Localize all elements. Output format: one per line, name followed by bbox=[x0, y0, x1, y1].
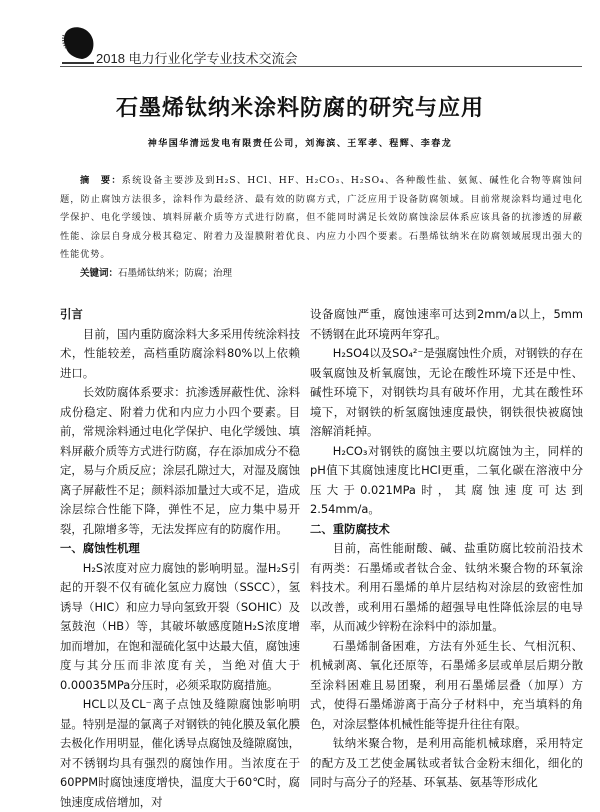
abstract-label: 摘 要： bbox=[80, 175, 122, 186]
conference-header: 2018 电力行业化学专业技术交流会 bbox=[96, 51, 298, 66]
paragraph: 长效防腐体系要求：抗渗透屏蔽性优、涂料成份稳定、附着力优和内应力小四个要素。目前，常规涂料通过电化学保护、电化学缓蚀、填料屏蔽介质等方式进行防腐，存在添加成分不稳定，易与介质反应；涂层孔隙过大，对湿及腐蚀离子屏蔽性不足；颜料添加量过大或不足，造成涂层综合性能下降，弹性不足，应力集中易开裂，孔隙增多等，无法发挥应有的防腐作用。 bbox=[60, 385, 300, 536]
paragraph: 目前，国内重防腐涂料大多采用传统涂料技术，性能较差，高档重防腐涂料80%以上依赖进口。 bbox=[60, 326, 300, 380]
abstract bbox=[60, 172, 583, 265]
paragraph: 目前，高性能耐酸、碱、盐重防腐比较前沿技术有两类：石墨烯或者钛合金、钛纳米聚合物的环氧涂料技术。利用石墨烯的单片层结构对涂层的致密性加以改善，或利用石墨烯的超强导电性降低涂层的电导率，从而减少锌粉在涂料中的添加量。 bbox=[310, 541, 583, 633]
heading-corrosion-mechanism: 一、腐蚀性机理 bbox=[60, 541, 140, 555]
keywords-label: 关键词： bbox=[80, 267, 119, 279]
paragraph: H₂S浓度对应力腐蚀的影响明显。湿H₂S引起的开裂不仅有硫化氢应力腐蚀（SSCC），氢诱导（HIC）和应力导向氢致开裂（SOHIC）及氢鼓泡（HB）等，其破坏敏感度随H₂S浓度增加而增加，在饱和湿硫化氢中达最大值，腐蚀速度与其分压而非浓度有关，当绝对值大于0.00035MPa分压时，必须采取防腐措施。 bbox=[60, 560, 300, 692]
header-rule bbox=[60, 66, 582, 67]
paragraph-continued: 设备腐蚀严重，腐蚀速率可达到2mm/a以上，5mm不锈钢在此环境两年穿孔。 bbox=[310, 307, 583, 341]
paper-body bbox=[60, 172, 583, 812]
right-column bbox=[310, 305, 583, 812]
authors: 神华国华清远发电有限责任公司，刘海滨、王军孝、程辉、李春龙 bbox=[147, 139, 453, 149]
paragraph: 石墨烯制备困难，方法有外延生长、气相沉积、机械剥离、氧化还原等，石墨烯多层或单层后期分散至涂料困难且易团聚，利用石墨烯层叠（加厚）方式，使得石墨烯游离于高分子材料中，充当填料的角色，对涂层整体机械性能等提升往往有限。 bbox=[310, 638, 583, 731]
body-columns bbox=[60, 305, 583, 812]
keywords bbox=[80, 265, 583, 284]
keywords-text: 石墨烯钛纳米；防腐；治理 bbox=[118, 267, 233, 279]
heading-introduction: 引言 bbox=[60, 307, 83, 321]
abstract-text: 系统设备主要涉及到H₂S、HCl、HF、H₂CO₃、H₂SO₄、各种酸性盐、氨氮、碱性化合物等腐蚀问题，防止腐蚀方法很多，涂料作为最经济、最有效的防腐方式，广泛应用于设备防腐领域。目前常规涂料均通过电化学保护、电化学缓蚀、填料屏蔽介质等方式进行防腐，但不能同时满足长效防腐蚀涂层体系应该具备的抗渗透的屏蔽性能、涂层自身成分极其稳定、附着力及湿膜附着优良、内应力小四个要素。石墨烯钛纳米在防腐领域展现出强大的性能优势。 bbox=[60, 175, 583, 260]
paragraph: H₂SO4以及SO₄²⁻是强腐蚀性介质，对钢铁的存在吸氧腐蚀及析氧腐蚀，无论在酸性环境下还是中性、碱性环境下，对钢铁均具有破坏作用，尤其在酸性环境下，对钢铁的析氢腐蚀速度最快，钢铁很快被腐蚀溶解消耗掉。 bbox=[310, 346, 583, 438]
paragraph: HCL以及CL⁻离子点蚀及缝隙腐蚀影响明显。特别是湿的氯离子对钢铁的钝化膜及氧化膜去极化作用明显，催化诱导点腐蚀及缝隙腐蚀，对不锈钢均具有强烈的腐蚀作用。当浓度在于60PPM时腐蚀速度增快，温度大于60℃时，腐蚀速度成倍增加，对 bbox=[60, 697, 300, 809]
heading-anticorrosion-tech: 二、重防腐技术 bbox=[310, 521, 390, 536]
paragraph: H₂CO₃对钢铁的腐蚀主要以坑腐蚀为主，同样的pH值下其腐蚀速度比HCl更重，二氧化碳在溶液中分压大于0.021MPa时，其腐蚀速度可达到2.54mm/a。 bbox=[310, 443, 583, 516]
left-column bbox=[60, 305, 300, 812]
conference-logo bbox=[60, 24, 96, 66]
paper-title: 石墨烯钛纳米涂料防腐的研究与应用 bbox=[115, 96, 484, 121]
paragraph: 钛纳米聚合物，是利用高能机械球磨，采用特定的配方及工艺使金属钛或者钛合金粉末细化，细化的同时与高分子的羟基、环氧基、氨基等形成化 bbox=[310, 736, 583, 789]
